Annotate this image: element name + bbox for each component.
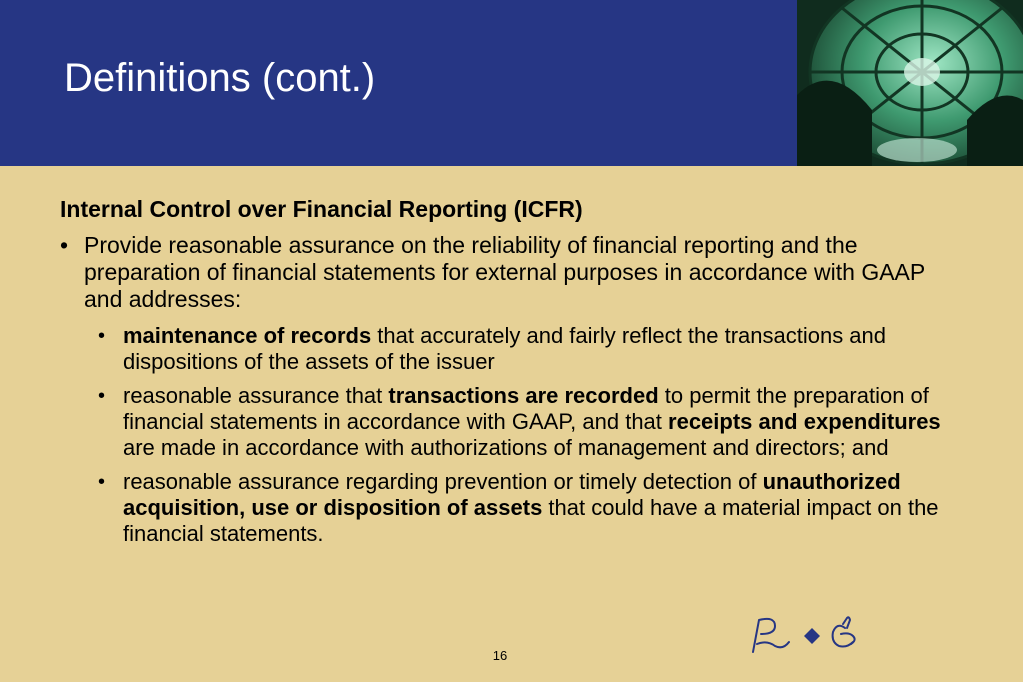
bullet-dot: • bbox=[98, 385, 106, 407]
sub-bullet-text: are made in accordance with authorizations of management and directors; and bbox=[123, 435, 889, 460]
stained-glass-dome-image bbox=[797, 0, 1023, 166]
sub-bullet-text: that could have a material impact on the financial statements. bbox=[123, 495, 939, 546]
sub-bullet bbox=[98, 323, 941, 375]
sub-bullet bbox=[98, 469, 941, 547]
page-number: 16 bbox=[492, 648, 508, 663]
bold-phrase: maintenance of records bbox=[123, 323, 372, 348]
sub-bullet-text: reasonable assurance that bbox=[123, 383, 389, 408]
sub-bullet-text: that accurately and fairly reflect the transactions and dispositions of the assets of the issuer bbox=[123, 323, 887, 374]
sub-bullet-text: reasonable assurance regarding prevention or timely detection of bbox=[123, 469, 763, 494]
sub-bullet bbox=[98, 383, 941, 461]
sub-bullet-text: to permit the preparation of financial statements in accordance with GAAP, and that bbox=[123, 383, 929, 434]
bold-phrase: receipts and expenditures bbox=[668, 409, 941, 434]
main-bullet-text: Provide reasonable assurance on the reliability of financial reporting and the preparation of financial statements for external purposes in accordance with GAAP and addresses: bbox=[84, 232, 925, 312]
main-bullet bbox=[60, 232, 944, 313]
header-bar bbox=[0, 0, 1023, 166]
slide-title: Definitions (cont.) bbox=[64, 56, 376, 100]
bold-phrase: unauthorized acquisition, use or disposition of assets bbox=[123, 469, 901, 520]
pwc-logo bbox=[745, 614, 863, 658]
bullet-dot: • bbox=[98, 325, 106, 347]
bullet-dot: • bbox=[98, 471, 106, 493]
bullet-dot: • bbox=[60, 232, 69, 258]
section-heading: Internal Control over Financial Reporting (ICFR) bbox=[60, 196, 583, 222]
slide-content bbox=[60, 196, 960, 547]
bold-phrase: transactions are recorded bbox=[388, 383, 659, 408]
